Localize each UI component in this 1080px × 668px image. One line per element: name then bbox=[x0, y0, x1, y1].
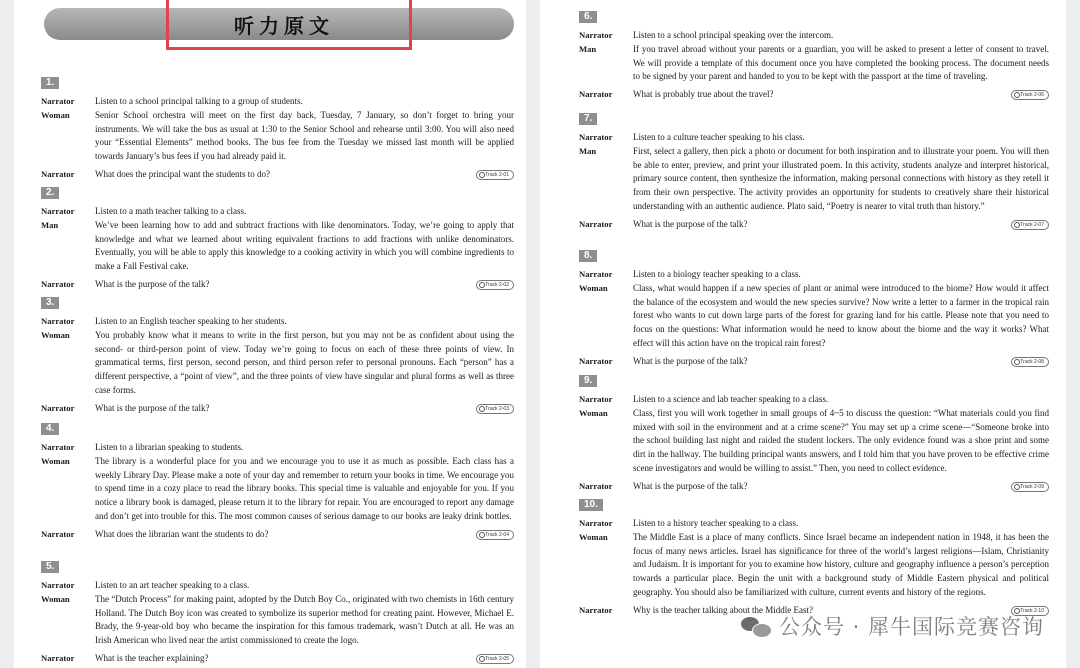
speaker-label: Narrator bbox=[41, 580, 75, 590]
speaker-label: Narrator bbox=[41, 402, 75, 413]
question-number: 2. bbox=[41, 187, 59, 199]
audio-track-badge[interactable]: Track 2-05 bbox=[476, 654, 514, 664]
transcript-line bbox=[41, 441, 514, 455]
transcript-text: Senior School orchestra will meet on the first day back, Tuesday, 7 January, so don’t forget to bring your instruments. We will take the bus as usual at 1:30 to the Senior School and rehearse until 3:00. You will also need your “Essential Elements” method books. The bus fee from the Tuesday we missed last month will be applied towards January’s bus fees if you had already paid it. bbox=[95, 109, 514, 162]
question-line bbox=[579, 88, 1049, 102]
question-prompt: What is the purpose of the talk? bbox=[633, 218, 748, 229]
question-text bbox=[633, 355, 1049, 369]
transcript-text: Class, what would happen if a new species of plant or animal were introduced to the biome? How would it affect the balance of the ecosystem and would the new species survive? Now write a letter to a farmer in the tropical rain forest who wants to cut down large parts of the forest for grazing land for his cattle. Please note that you need to focus on the questions: What information would he need to know about the biome and the way it works? What effect will this action have on the tropical rain forest? bbox=[633, 282, 1049, 348]
transcript-text: Listen to a school principal talking to a group of students. bbox=[95, 96, 303, 106]
question-line bbox=[41, 528, 514, 542]
question-line bbox=[579, 480, 1049, 494]
question-number: 3. bbox=[41, 297, 59, 309]
transcript-line bbox=[579, 29, 1049, 43]
transcript-line bbox=[579, 282, 1049, 351]
right-page bbox=[540, 0, 1066, 668]
transcript-text: Listen to a biology teacher speaking to a class. bbox=[633, 269, 801, 279]
question-text bbox=[633, 218, 1049, 232]
question-number: 5. bbox=[41, 561, 59, 573]
question-prompt: What is the purpose of the talk? bbox=[633, 355, 748, 366]
question-item bbox=[41, 418, 514, 542]
question-text bbox=[633, 480, 1049, 494]
transcript-text: Listen to a librarian speaking to students. bbox=[95, 442, 244, 452]
speaker-label: Man bbox=[41, 219, 59, 230]
transcript-line bbox=[579, 531, 1049, 600]
speaker-label: Narrator bbox=[579, 132, 613, 142]
watermark bbox=[741, 611, 1044, 641]
speaker-label: Narrator bbox=[579, 218, 613, 229]
question-prompt: What does the principal want the students to do? bbox=[95, 168, 270, 179]
transcript-line bbox=[579, 517, 1049, 531]
speaker-label: Woman bbox=[579, 407, 608, 418]
transcript-text: If you travel abroad without your parents or a guardian, you will be asked to present a letter of consent to travel. We will provide a template of this document once you have completed the booking process. The document needs to be signed by your parent and handed to you to be kept with the passport at the time of traveling. bbox=[633, 43, 1049, 82]
transcript-line bbox=[579, 131, 1049, 145]
transcript-line bbox=[41, 109, 514, 164]
question-item bbox=[41, 292, 514, 416]
speaker-label: Narrator bbox=[579, 394, 613, 404]
question-number: 9. bbox=[579, 375, 597, 387]
question-prompt: What is probably true about the travel? bbox=[633, 89, 774, 100]
speaker-label: Narrator bbox=[579, 518, 613, 528]
audio-track-badge[interactable]: Track 2-06 bbox=[1011, 90, 1049, 100]
speaker-label: Woman bbox=[579, 531, 608, 542]
transcript-text: Class, first you will work together in small groups of 4~5 to discuss the question: “What materials could you find mixed with soil in the environment and at a crime scene?” You may set up a crime scene—“Someone broke into the school building last night and raided the student lockers. The only evidence found was a shoe print and some dirt in the hallway. The building principal wants answers, and I told him that you have proven to be effective crime scene investigators and would be willing to assist.” Then, you need to collect evidence. bbox=[633, 407, 1049, 473]
transcript-line bbox=[41, 455, 514, 524]
question-line bbox=[579, 355, 1049, 369]
question-text bbox=[633, 88, 1049, 102]
speaker-label: Woman bbox=[41, 109, 70, 120]
transcript-line bbox=[41, 329, 514, 398]
speaker-label: Narrator bbox=[579, 480, 613, 491]
question-item bbox=[579, 6, 1049, 102]
highlight-box bbox=[166, 0, 412, 50]
question-line bbox=[41, 652, 514, 666]
transcript-line bbox=[41, 219, 514, 274]
audio-track-badge[interactable]: Track 2-03 bbox=[476, 404, 514, 414]
transcript-line bbox=[41, 315, 514, 329]
speaker-label: Narrator bbox=[41, 206, 75, 216]
speaker-label: Narrator bbox=[41, 652, 75, 663]
question-number: 1. bbox=[41, 77, 59, 89]
transcript-text: The “Dutch Process” for making paint, adopted by the Dutch Boy Co., originated with two chemists in 16th century Holland. The Dutch Boy icon was created to symbolize its superior method for creating paint. However, Michael E. Brady, the 9-year-old boy who became the inspiration for this famous trademark, wasn’t Dutch at all. He was an Irish American who lived near the artist commissioned to create the logo. bbox=[95, 593, 514, 646]
question-text bbox=[95, 402, 514, 416]
speaker-label: Narrator bbox=[41, 528, 75, 539]
question-number: 7. bbox=[579, 113, 597, 125]
question-item bbox=[579, 370, 1049, 494]
question-item bbox=[579, 108, 1049, 232]
transcript-text: Listen to a school principal speaking over the intercom. bbox=[633, 30, 834, 40]
question-prompt: What is the teacher explaining? bbox=[95, 652, 209, 663]
question-number: 6. bbox=[579, 11, 597, 23]
transcript-text: We’ve been learning how to add and subtract fractions with like denominators. Today, we’re going to apply that knowledge and what we learned about writing equivalent fractions to add fractions with unlike denominators. Eventually, you will be able to apply this knowledge to a cooking activity in which you will combine ingredients to make a Fall Festival cake. bbox=[95, 219, 514, 272]
question-text bbox=[95, 168, 514, 182]
question-item bbox=[579, 494, 1049, 618]
transcript-line bbox=[579, 145, 1049, 214]
transcript-line bbox=[41, 205, 514, 219]
transcript-text: The library is a wonderful place for you and we encourage you to use it as much as possible. Each class has a weekly Library Day. Please make a note of your day and remember to return your books in time. We encourage you to spend time in a cozy place to read the library books. This special time is valuable and enjoyable for you. If you notice a library book is damaged, please return it to the library for repair. You are encouraged to report any damage and don’t get into trouble for this. The most common causes of serious damage to our books are leaky drink bottles. bbox=[95, 455, 514, 521]
speaker-label: Narrator bbox=[41, 442, 75, 452]
watermark-text: 公众号 · 犀牛国际竞赛咨询 bbox=[778, 615, 1044, 639]
audio-track-badge[interactable]: Track 2-08 bbox=[1011, 357, 1049, 367]
question-prompt: What is the purpose of the talk? bbox=[95, 278, 210, 289]
audio-track-badge[interactable]: Track 2-02 bbox=[476, 280, 514, 290]
audio-track-badge[interactable]: Track 2-01 bbox=[476, 170, 514, 180]
speaker-label: Narrator bbox=[41, 278, 75, 289]
audio-track-badge[interactable]: Track 2-04 bbox=[476, 530, 514, 540]
question-prompt: What is the purpose of the talk? bbox=[633, 480, 748, 491]
speaker-label: Narrator bbox=[41, 168, 75, 179]
question-text bbox=[95, 528, 514, 542]
left-page bbox=[14, 0, 526, 668]
transcript-line bbox=[579, 268, 1049, 282]
speaker-label: Man bbox=[579, 43, 597, 54]
audio-track-badge[interactable]: Track 2-10 bbox=[1011, 606, 1049, 616]
transcript-line bbox=[579, 393, 1049, 407]
question-number: 8. bbox=[579, 250, 597, 262]
transcript-text: First, select a gallery, then pick a photo or document for both inspiration and to illustrate your poem. You will then be able to enter, preview, and print your illustrated poem. In this activity, students analyze and interpret historical, primary source content, then synthesize the information, making personal connections with history as they retell it from their own perspective. The activity provides an opportunity for students to creatively share their historical understanding with an authentic audience. Plato said, “Poetry is nearer to vital truth than history.” bbox=[633, 145, 1049, 211]
speaker-label: Narrator bbox=[579, 355, 613, 366]
transcript-line bbox=[41, 579, 514, 593]
question-item bbox=[41, 556, 514, 666]
question-prompt: What is the purpose of the talk? bbox=[95, 402, 210, 413]
speaker-label: Woman bbox=[41, 455, 70, 466]
transcript-line bbox=[579, 43, 1049, 84]
audio-track-badge[interactable]: Track 2-09 bbox=[1011, 482, 1049, 492]
speaker-label: Woman bbox=[579, 282, 608, 293]
transcript-text: Listen to a culture teacher speaking to his class. bbox=[633, 132, 805, 142]
transcript-line bbox=[41, 95, 514, 109]
transcript-line bbox=[41, 593, 514, 648]
question-number: 4. bbox=[41, 423, 59, 435]
question-text bbox=[95, 652, 514, 666]
question-line bbox=[41, 168, 514, 182]
transcript-text: Listen to an art teacher speaking to a class. bbox=[95, 580, 250, 590]
wechat-icon bbox=[741, 615, 771, 637]
question-prompt: Why is the teacher talking about the Middle East? bbox=[633, 604, 813, 615]
speaker-label: Man bbox=[579, 145, 597, 156]
transcript-text: The Middle East is a place of many conflicts. Since Israel became an independent nation in 1948, it has been the focus of many news articles. Israel has significance for three of the world’s largest religions—Islam, Christianity and Judaism. It is important for you to examine how history, culture and geography influence a person’s perception towards a particular place. Begin the unit with a background study of Middle Eastern physical and political geography. You should also be familiarized with culture, current events and history of the regions. bbox=[633, 531, 1049, 597]
audio-track-badge[interactable]: Track 2-07 bbox=[1011, 220, 1049, 230]
transcript-text: Listen to a math teacher talking to a class. bbox=[95, 206, 247, 216]
question-item bbox=[41, 182, 514, 292]
question-number: 10. bbox=[579, 499, 603, 511]
speaker-label: Woman bbox=[41, 329, 70, 340]
speaker-label: Woman bbox=[41, 593, 70, 604]
question-line bbox=[41, 278, 514, 292]
question-prompt: What does the librarian want the students to do? bbox=[95, 528, 269, 539]
speaker-label: Narrator bbox=[579, 89, 613, 100]
speaker-label: Narrator bbox=[41, 316, 75, 326]
transcript-line bbox=[579, 407, 1049, 476]
transcript-text: Listen to an English teacher speaking to her students. bbox=[95, 316, 287, 326]
speaker-label: Narrator bbox=[579, 269, 613, 279]
question-text bbox=[95, 278, 514, 292]
speaker-label: Narrator bbox=[41, 96, 75, 106]
page-title: 听力原文 bbox=[234, 14, 334, 38]
speaker-label: Narrator bbox=[579, 604, 613, 615]
speaker-label: Narrator bbox=[579, 30, 613, 40]
question-line bbox=[41, 402, 514, 416]
transcript-text: You probably know what it means to write in the first person, but you may not be as confident about using the second- or third-person point of view. Today we’re going to focus on each of these three points of view. In grammatical terms, first person, second person, and third person refer to personal pronouns. Each “person” has a different perspective, a “point of view”, and the three points of view have singular and plural forms as well as three case forms. bbox=[95, 329, 514, 395]
transcript-text: Listen to a history teacher speaking to a class. bbox=[633, 518, 799, 528]
question-item bbox=[41, 72, 514, 182]
question-line bbox=[579, 218, 1049, 232]
transcript-text: Listen to a science and lab teacher speaking to a class. bbox=[633, 394, 829, 404]
question-item bbox=[579, 245, 1049, 369]
